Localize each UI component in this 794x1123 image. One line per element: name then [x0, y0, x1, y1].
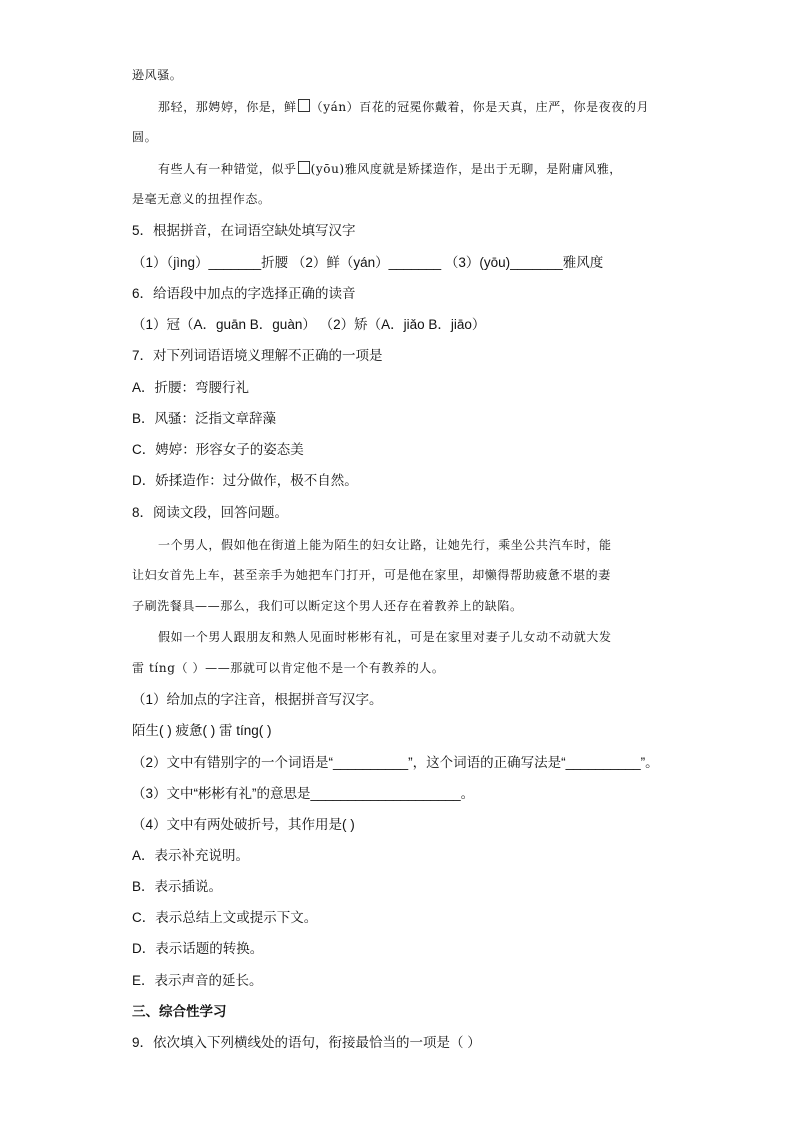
passage-line: 圆。 [132, 130, 158, 144]
passage-line: 让妇女首先上车，甚至亲手为她把车门打开，可是他在家里，却懒得帮助疲惫不堪的妻 [132, 568, 611, 582]
question-8-sub3: （3）文中“彬彬有礼”的意思是____________________。 [132, 786, 475, 801]
passage-line: 一个男人，假如他在街道上能为陌生的妇女让路，让她先行，乘坐公共汽车时，能 [158, 538, 612, 552]
option-c: C．娉婷：形容女子的姿态美 [132, 442, 304, 457]
question-8-sub2: （2）文中有错别字的一个词语是“__________”，这个词语的正确写法是“__________”。 [132, 755, 659, 770]
option-c: C．表示总结上文或提示下文。 [132, 910, 318, 925]
passage-text: 那轻，那娉婷，你是，鲜 [158, 100, 297, 114]
blank-box [298, 161, 310, 174]
question-8-sub1-line: 陌生( ) 疲惫( ) 雷 tíng( ) [132, 723, 272, 738]
option-b: B．表示插说。 [132, 879, 223, 894]
passage-line: 假如一个男人跟朋友和熟人见面时彬彬有礼，可是在家里对妻子儿女动不动就大发 [158, 630, 612, 644]
question-8-sub1-title: （1）给加点的字注音，根据拼音写汉字。 [132, 692, 383, 707]
passage-line [158, 98, 698, 116]
passage-text: （yán）百花的冠冕你戴着，你是天真，庄严，你是夜夜的月 [310, 100, 650, 114]
blank-box [298, 99, 310, 112]
option-e: E．表示声音的延长。 [132, 973, 263, 988]
option-d: D．表示话题的转换。 [132, 941, 264, 956]
option-d: D．娇揉造作：过分做作，极不自然。 [132, 473, 358, 488]
passage-text: 有些人有一种错觉，似乎 [158, 162, 297, 176]
question-8-title: 8．阅读文段，回答问题。 [132, 505, 289, 520]
passage-text: (yōu)雅风度就是矫揉造作，是出于无聊，是附庸风雅， [310, 162, 622, 176]
question-6-line: （1）冠（A．guān B．guàn） （2）矫（A．jiǎo B．jiāo） [132, 317, 486, 332]
question-6-title: 6．给语段中加点的字选择正确的读音 [132, 286, 356, 301]
option-b: B．风骚：泛指文章辞藻 [132, 411, 277, 426]
passage-line: 子刷洗餐具——那么，我们可以断定这个男人还存在着教养上的缺陷。 [132, 599, 523, 613]
passage-line: 是毫无意义的扭捏作态。 [132, 192, 271, 206]
question-5-title: 5．根据拼音，在词语空缺处填写汉字 [132, 223, 356, 238]
section-heading: 三、综合性学习 [132, 1004, 227, 1019]
passage-line: 逊风骚。 [132, 68, 183, 82]
option-a: A．表示补充说明。 [132, 848, 250, 863]
question-7-title: 7．对下列词语语境义理解不正确的一项是 [132, 348, 383, 363]
passage-line [158, 160, 698, 178]
question-5-line: （1）（jìng）_______折腰 （2）鲜（yán）_______ （3）(yōu)_______雅风度 [132, 255, 604, 270]
question-9-title: 9．依次填入下列横线处的语句，衔接最恰当的一项是（ ） [132, 1035, 481, 1050]
option-a: A．折腰：弯腰行礼 [132, 380, 250, 395]
passage-line: 雷 tíng（ ）——那就可以肯定他不是一个有教养的人。 [132, 661, 445, 675]
question-8-sub4: （4）文中有两处破折号，其作用是( ) [132, 817, 355, 832]
